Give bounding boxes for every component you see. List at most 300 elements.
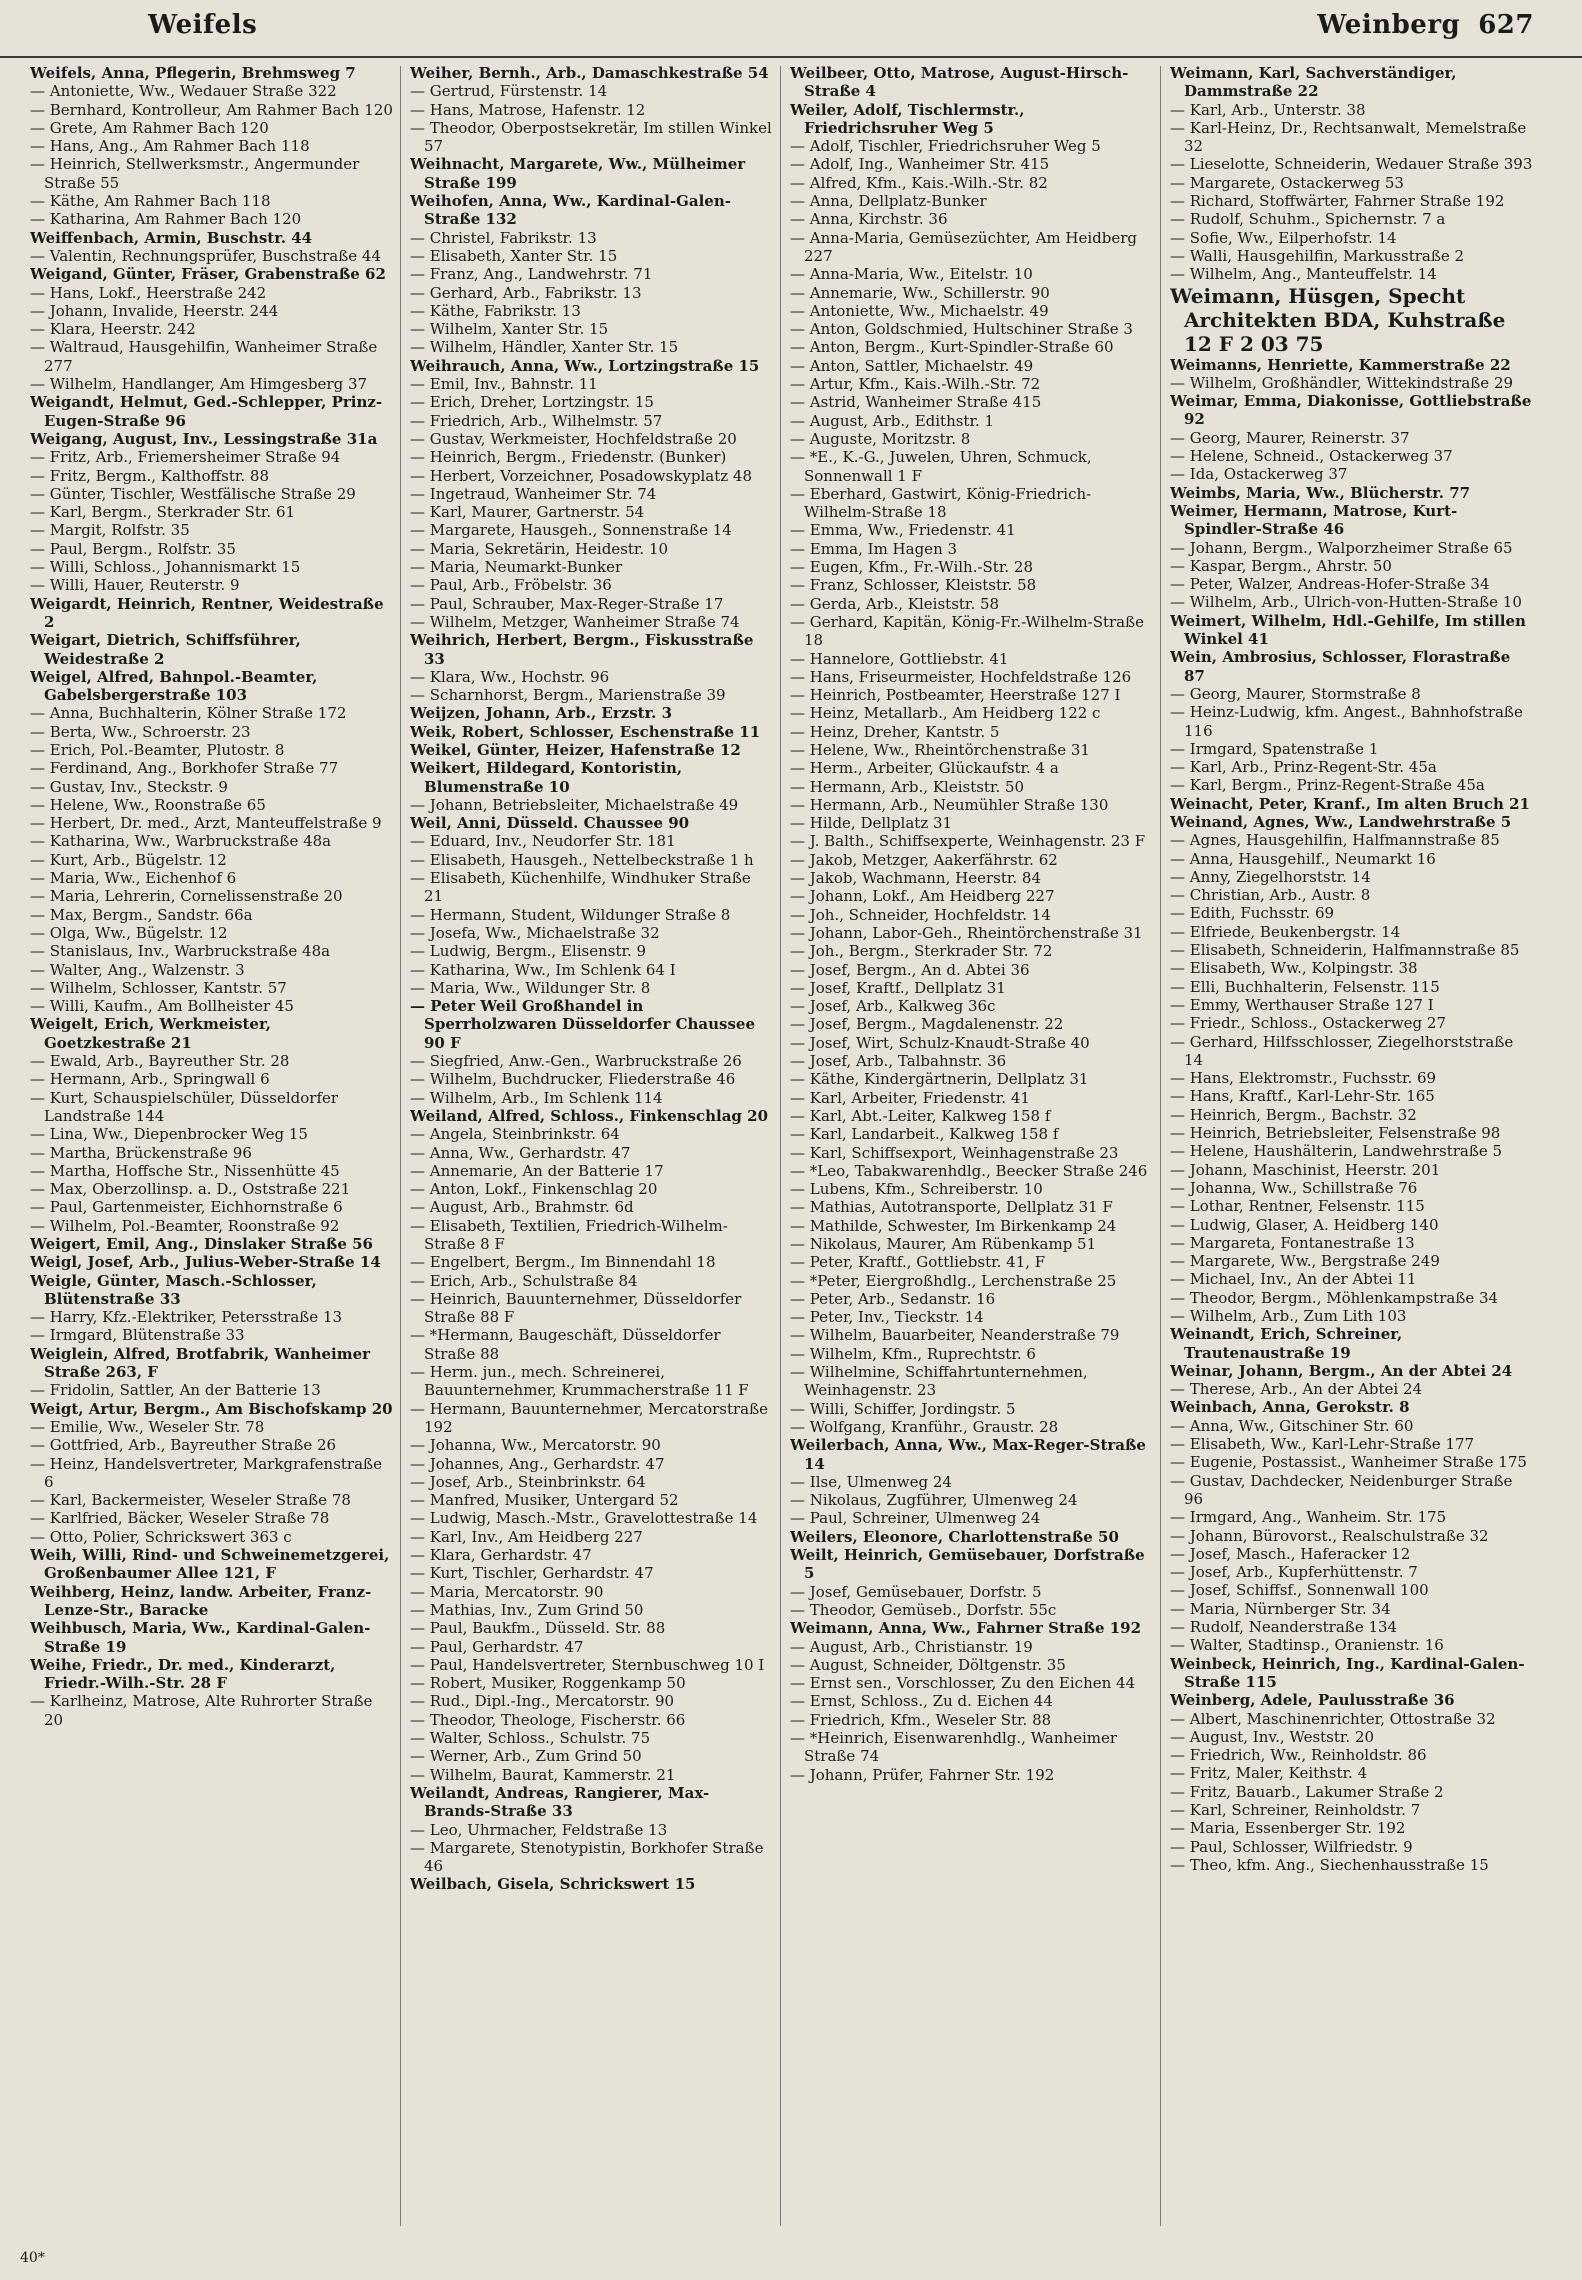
surname-entry: Weik, Robert, Schlosser, Eschenstraße 11 xyxy=(410,722,761,741)
directory-entry: — Hans, Kraftf., Karl-Lehr-Str. 165 xyxy=(1170,1087,1435,1106)
directory-entry: — Hans, Lokf., Heerstraße 242 xyxy=(30,283,267,302)
directory-entry: — Paul, Handelsvertreter, Sternbuschweg 10 I xyxy=(410,1655,765,1674)
directory-entry: — Johann, Lokf., Am Heidberg 227 xyxy=(790,887,1055,906)
directory-entry: — Heinrich, Bergm., Bachstr. 32 xyxy=(1170,1105,1417,1124)
directory-entry: — Elisabeth, Ww., Karl-Lehr-Straße 177 xyxy=(1170,1435,1475,1454)
directory-entry: — Elfriede, Beukenbergstr. 14 xyxy=(1170,922,1401,941)
directory-entry: — Emma, Ww., Friedenstr. 41 xyxy=(790,521,1016,540)
directory-entry: — Heinrich, Bauunternehmer, Düsseldorfer Straße 88 F xyxy=(410,1289,742,1327)
directory-entry: — Hilde, Dellplatz 31 xyxy=(790,814,953,833)
directory-entry: — Adolf, Tischler, Friedrichsruher Weg 5 xyxy=(790,137,1101,156)
directory-entry: — Irmgard, Blütenstraße 33 xyxy=(30,1326,245,1345)
directory-entry: — Walli, Hausgehilfin, Markusstraße 2 xyxy=(1170,246,1465,265)
directory-entry: — Elisabeth, Schneiderin, Halfmannstraße 85 xyxy=(1170,941,1520,960)
directory-entry: — Elisabeth, Ww., Kolpingstr. 38 xyxy=(1170,959,1418,978)
directory-entry: — Josefa, Ww., Michaelstraße 32 xyxy=(410,923,660,942)
directory-entry: — Paul, Schreiner, Ulmenweg 24 xyxy=(790,1509,1041,1528)
directory-entry: — Rudolf, Schuhm., Spichernstr. 7 a xyxy=(1170,210,1446,229)
directory-entry: — Wilhelm, Schlosser, Kantstr. 57 xyxy=(30,978,287,997)
directory-entry: — Johannes, Ang., Gerhardstr. 47 xyxy=(410,1454,665,1473)
surname-entry: Weigle, Günter, Masch.-Schlosser, Blütenstraße 33 xyxy=(30,1271,317,1308)
column-divider xyxy=(400,66,401,2226)
directory-entry: — Josef, Arb., Kupferhüttenstr. 7 xyxy=(1170,1563,1418,1582)
directory-entry: — Margarete, Ww., Bergstraße 249 xyxy=(1170,1252,1440,1271)
directory-entry: — Adolf, Ing., Wanheimer Str. 415 xyxy=(790,155,1050,174)
directory-entry: — Willi, Kaufm., Am Bollheister 45 xyxy=(30,997,294,1016)
directory-entry: — Antoniette, Ww., Wedauer Straße 322 xyxy=(30,82,337,101)
directory-entry: — Anton, Sattler, Michaelstr. 49 xyxy=(790,356,1034,375)
directory-entry: — Anton, Lokf., Finkenschlag 20 xyxy=(410,1180,658,1199)
directory-entry: — Hermann, Arb., Neumühler Straße 130 xyxy=(790,795,1109,814)
directory-entry: — Kaspar, Bergm., Ahrstr. 50 xyxy=(1170,556,1392,575)
directory-entry: — Peter, Arb., Sedanstr. 16 xyxy=(790,1289,996,1308)
directory-entry: — Elisabeth, Küchenhilfe, Windhuker Straße 21 xyxy=(410,869,751,906)
directory-entry: — Eugen, Kfm., Fr.-Wilh.-Str. 28 xyxy=(790,558,1033,577)
directory-entry: — Karl, Arb., Unterstr. 38 xyxy=(1170,100,1366,119)
directory-entry: — Heinz, Metallarb., Am Heidberg 122 c xyxy=(790,704,1101,723)
surname-entry: Weilers, Eleonore, Charlottenstraße 50 xyxy=(790,1527,1119,1546)
directory-entry: — Therese, Arb., An der Abtei 24 xyxy=(1170,1380,1423,1399)
directory-entry: — Käthe, Fabrikstr. 13 xyxy=(410,301,581,320)
directory-entry: — Valentin, Rechnungsprüfer, Buschstraße 44 xyxy=(30,246,381,265)
directory-entry: — Klara, Heerstr. 242 xyxy=(30,320,196,339)
directory-entry: — Josef, Wirt, Schulz-Knaudt-Straße 40 xyxy=(790,1033,1090,1052)
directory-entry: — Theodor, Theologe, Fischerstr. 66 xyxy=(410,1710,686,1729)
directory-entry: — *Hermann, Baugeschäft, Düsseldorfer Straße 88 xyxy=(410,1326,721,1363)
directory-entry: — Alfred, Kfm., Kais.-Wilh.-Str. 82 xyxy=(790,173,1048,192)
directory-entry: — Heinz, Dreher, Kantstr. 5 xyxy=(790,722,1000,741)
directory-entry: — Kurt, Schauspielschüler, Düsseldorfer Landstraße 144 xyxy=(30,1088,339,1125)
directory-entry: — Heinrich, Postbeamter, Heerstraße 127 I xyxy=(790,686,1121,705)
surname-entry: Weigand, Günter, Fräser, Grabenstraße 62 xyxy=(30,265,386,284)
directory-entry: — Gustav, Werkmeister, Hochfeldstraße 20 xyxy=(410,429,737,448)
surname-entry: Weiffenbach, Armin, Buschstr. 44 xyxy=(30,228,313,247)
directory-entry: — Annemarie, Ww., Schillerstr. 90 xyxy=(790,283,1050,302)
directory-entry: — Paul, Schlosser, Wilfriedstr. 9 xyxy=(1170,1837,1413,1856)
directory-entry: — Grete, Am Rahmer Bach 120 xyxy=(30,118,269,137)
directory-entry: — Josef, Arb., Kalkweg 36c xyxy=(790,997,996,1016)
directory-entry: — Ingetraud, Wanheimer Str. 74 xyxy=(410,484,657,503)
directory-entry: — Josef, Masch., Haferacker 12 xyxy=(1170,1544,1411,1563)
directory-entry: — August, Schneider, Döltgenstr. 35 xyxy=(790,1655,1066,1674)
directory-entry: — Erich, Arb., Schulstraße 84 xyxy=(410,1271,638,1290)
directory-entry: — Joh., Schneider, Hochfeldstr. 14 xyxy=(790,905,1051,924)
surname-entry: Weimann, Anna, Ww., Fahrner Straße 192 xyxy=(790,1619,1142,1638)
directory-entry: — Fritz, Maler, Keithstr. 4 xyxy=(1170,1764,1368,1783)
directory-entry: — Lieselotte, Schneiderin, Wedauer Straße 393 xyxy=(1170,155,1533,174)
directory-entry: — *Leo, Tabakwarenhdlg., Beecker Straße 246 xyxy=(790,1161,1148,1180)
directory-entry: — Joh., Bergm., Sterkrader Str. 72 xyxy=(790,942,1053,961)
directory-entry: — Kurt, Arb., Bügelstr. 12 xyxy=(30,850,227,869)
surname-entry: Weigt, Artur, Bergm., Am Bischofskamp 20 xyxy=(30,1399,393,1418)
directory-entry: — Johanna, Ww., Schillstraße 76 xyxy=(1170,1178,1418,1197)
directory-entry: — Maria, Mercatorstr. 90 xyxy=(410,1582,604,1601)
directory-entry: — Eberhard, Gastwirt, König-Friedrich-Wilhelm-Straße 18 xyxy=(790,484,1092,522)
surname-entry: Weilerbach, Anna, Ww., Max-Reger-Straße 14 xyxy=(790,1436,1146,1473)
directory-entry: — Willi, Schiffer, Jordingstr. 5 xyxy=(790,1399,1016,1418)
directory-entry: — Martha, Brückenstraße 96 xyxy=(30,1143,252,1162)
directory-entry: — Engelbert, Bergm., Im Binnendahl 18 xyxy=(410,1253,716,1272)
directory-entry: — August, Arb., Christianstr. 19 xyxy=(790,1637,1033,1656)
directory-entry: — Berta, Ww., Schroerstr. 23 xyxy=(30,722,251,741)
directory-entry: — August, Inv., Weststr. 20 xyxy=(1170,1727,1375,1746)
surname-entry: Weilt, Heinrich, Gemüsebauer, Dorfstraße 5 xyxy=(790,1546,1145,1583)
directory-entry: — Wilhelm, Baurat, Kammerstr. 21 xyxy=(410,1765,676,1784)
directory-entry: — Karl, Arbeiter, Friedenstr. 41 xyxy=(790,1088,1030,1107)
directory-entry: — Franz, Schlosser, Kleiststr. 58 xyxy=(790,576,1037,595)
surname-entry: Weinar, Johann, Bergm., An der Abtei 24 xyxy=(1170,1361,1513,1380)
directory-entry: — Martha, Hoffsche Str., Nissenhütte 45 xyxy=(30,1161,340,1180)
directory-entry: — Katharina, Ww., Warbruckstraße 48a xyxy=(30,832,332,851)
directory-entry: — Karl, Schreiner, Reinholdstr. 7 xyxy=(1170,1801,1421,1820)
directory-entry: — Theodor, Bergm., Möhlenkampstraße 34 xyxy=(1170,1288,1499,1307)
surname-entry: Weinacht, Peter, Kranf., Im alten Bruch 21 xyxy=(1170,794,1530,813)
directory-entry: — Elli, Buchhalterin, Felsenstr. 115 xyxy=(1170,977,1440,996)
directory-entry: — Antoniette, Ww., Michaelstr. 49 xyxy=(790,301,1049,320)
surname-entry: — Peter Weil Großhandel in Sperrholzwaren Düsseldorfer Chaussee 90 F xyxy=(410,997,756,1052)
directory-entry: — Christel, Fabrikstr. 13 xyxy=(410,228,597,247)
surname-entry: Weinbach, Anna, Gerokstr. 8 xyxy=(1170,1398,1410,1417)
directory-entry: — Paul, Bergm., Rolfstr. 35 xyxy=(30,539,236,558)
column-divider xyxy=(1160,66,1161,2226)
directory-entry: — Lina, Ww., Diepenbrocker Weg 15 xyxy=(30,1125,308,1144)
directory-entry: — Josef, Arb., Talbahnstr. 36 xyxy=(790,1052,1007,1071)
directory-entry: — Ida, Ostackerweg 37 xyxy=(1170,465,1348,484)
directory-entry: — Josef, Arb., Steinbrinkstr. 64 xyxy=(410,1472,646,1491)
surname-entry: Weigel, Alfred, Bahnpol.-Beamter, Gabelsbergerstraße 103 xyxy=(30,667,318,705)
directory-entry: — Hans, Friseurmeister, Hochfeldstraße 126 xyxy=(790,667,1132,686)
directory-entry: — Ernst, Schloss., Zu d. Eichen 44 xyxy=(790,1692,1053,1711)
directory-entry: — Erich, Pol.-Beamter, Plutostr. 8 xyxy=(30,740,285,759)
directory-entry: — Anny, Ziegelhorststr. 14 xyxy=(1170,867,1371,886)
directory-entry: — Hermann, Bauunternehmer, Mercatorstraße 192 xyxy=(410,1399,769,1436)
surname-entry: Weifels, Anna, Pflegerin, Brehmsweg 7 xyxy=(30,64,356,82)
surname-entry: Weihbusch, Maria, Ww., Kardinal-Galen-Straße 19 xyxy=(30,1619,371,1656)
directory-entry: — Elisabeth, Textilien, Friedrich-Wilhelm-Straße 8 F xyxy=(410,1216,728,1253)
directory-entry: — Ludwig, Masch.-Mstr., Gravelottestraße 14 xyxy=(410,1509,758,1528)
directory-entry: — J. Balth., Schiffsexperte, Weinhagenstr. 23 F xyxy=(790,832,1146,851)
directory-entry: — Gertrud, Fürstenstr. 14 xyxy=(410,82,608,101)
directory-entry: — Siegfried, Anw.-Gen., Warbruckstraße 26 xyxy=(410,1052,742,1071)
header-first-name: Weifels xyxy=(148,10,258,40)
directory-entry: — Paul, Arb., Fröbelstr. 36 xyxy=(410,576,612,595)
surname-entry: Weih, Willi, Rind- und Schweinemetzgerei, Großenbaumer Allee 121, F xyxy=(30,1546,390,1583)
directory-entry: — Paul, Gartenmeister, Eichhornstraße 6 xyxy=(30,1198,343,1217)
directory-entry: — Josef, Schiffsf., Sonnenwall 100 xyxy=(1170,1581,1429,1600)
directory-entry: — Karl-Heinz, Dr., Rechtsanwalt, Memelstraße 32 xyxy=(1170,118,1527,156)
directory-entry: — Hans, Ang., Am Rahmer Bach 118 xyxy=(30,137,310,156)
directory-entry: — Scharnhorst, Bergm., Marienstraße 39 xyxy=(410,686,726,705)
directory-entry: — Herm., Arbeiter, Glückaufstr. 4 a xyxy=(790,759,1059,778)
directory-entry: — Käthe, Kindergärtnerin, Dellplatz 31 xyxy=(790,1070,1089,1089)
directory-entry: — Johann, Bürovorst., Realschulstraße 32 xyxy=(1170,1526,1489,1545)
directory-entry: — Fritz, Bauarb., Lakumer Straße 2 xyxy=(1170,1782,1444,1801)
column-2 xyxy=(410,64,774,2234)
directory-entry: — Wilhelm, Xanter Str. 15 xyxy=(410,320,609,339)
directory-entry: — Wilhelm, Arb., Im Schlenk 114 xyxy=(410,1088,663,1107)
surname-entry: Weimert, Wilhelm, Hdl.-Gehilfe, Im stillen Winkel 41 xyxy=(1170,611,1526,649)
directory-entry: — Gustav, Inv., Steckstr. 9 xyxy=(30,777,228,796)
directory-entry: — Sofie, Ww., Eilperhofstr. 14 xyxy=(1170,228,1397,247)
directory-entry: — Hans, Elektromstr., Fuchsstr. 69 xyxy=(1170,1069,1437,1088)
surname-entry: Weihrich, Herbert, Bergm., Fiskusstraße 33 xyxy=(410,631,754,668)
directory-entry: — Friedr., Schloss., Ostackerweg 27 xyxy=(1170,1014,1446,1033)
directory-entry: — *Heinrich, Eisenwarenhdlg., Wanheimer Straße 74 xyxy=(790,1729,1118,1766)
directory-entry: — Fritz, Bergm., Kalthoffstr. 88 xyxy=(30,466,270,485)
directory-entry: — Karl, Arb., Prinz-Regent-Str. 45a xyxy=(1170,758,1437,777)
directory-entry: — Otto, Polier, Schrickswert 363 c xyxy=(30,1527,292,1546)
directory-entry: — Johann, Labor-Geh., Rheintörchenstraße 31 xyxy=(790,923,1143,942)
directory-entry: — Elisabeth, Hausgeh., Nettelbeckstraße 1 h xyxy=(410,850,754,869)
directory-entry: — Willi, Hauer, Reuterstr. 9 xyxy=(30,576,240,595)
directory-entry: — Robert, Musiker, Roggenkamp 50 xyxy=(410,1674,686,1693)
directory-entry: — Walter, Ang., Walzenstr. 3 xyxy=(30,960,245,979)
surname-entry: Weiher, Bernh., Arb., Damaschkestraße 54 xyxy=(410,64,769,82)
directory-entry: — Karl, Backermeister, Weseler Straße 78 xyxy=(30,1491,351,1510)
directory-entry: — Heinz-Ludwig, kfm. Angest., Bahnhofstraße 116 xyxy=(1170,703,1523,740)
directory-entry: — Friedrich, Arb., Wilhelmstr. 57 xyxy=(410,411,663,430)
directory-entry: — Gottfried, Arb., Bayreuther Straße 26 xyxy=(30,1436,337,1455)
directory-entry: — Stanislaus, Inv., Warbruckstraße 48a xyxy=(30,942,331,961)
directory-entry: — Maria, Essenberger Str. 192 xyxy=(1170,1819,1406,1838)
directory-entry: — *E., K.-G., Juwelen, Uhren, Schmuck, Sonnenwall 1 F xyxy=(790,448,1092,485)
directory-entry: — Walter, Stadtinsp., Oranienstr. 16 xyxy=(1170,1636,1444,1655)
directory-entry: — Harry, Kfz.-Elektriker, Petersstraße 13 xyxy=(30,1308,343,1327)
surname-entry: Weiglein, Alfred, Brotfabrik, Wanheimer Straße 263, F xyxy=(30,1344,371,1382)
directory-entry: — Rudolf, Neanderstraße 134 xyxy=(1170,1618,1398,1637)
directory-entry: — Karl, Schiffsexport, Weinhagenstraße 23 xyxy=(790,1143,1119,1162)
directory-entry: — Heinrich, Betriebsleiter, Felsenstraße 98 xyxy=(1170,1124,1501,1143)
directory-entry: — Erich, Dreher, Lortzingstr. 15 xyxy=(410,393,654,412)
directory-entry: — Herbert, Dr. med., Arzt, Manteuffelstraße 9 xyxy=(30,814,382,833)
header-right xyxy=(1317,10,1534,40)
directory-entry: — Emil, Inv., Bahnstr. 11 xyxy=(410,375,598,394)
directory-entry: — Margarete, Ostackerweg 53 xyxy=(1170,173,1404,192)
surname-entry: Weijzen, Johann, Arb., Erzstr. 3 xyxy=(410,704,673,723)
directory-columns xyxy=(30,64,1552,2234)
surname-entry: Weinand, Agnes, Ww., Landwehrstraße 5 xyxy=(1170,812,1512,831)
column-4 xyxy=(1170,64,1534,2234)
directory-entry: — Helene, Schneid., Ostackerweg 37 xyxy=(1170,447,1453,466)
header-last-name: Weinberg xyxy=(1317,10,1461,40)
directory-entry: — Heinrich, Stellwerksmstr., Angermunder Straße 55 xyxy=(30,155,360,192)
directory-entry: — Klara, Ww., Hochstr. 96 xyxy=(410,667,610,686)
directory-entry: — Paul, Schrauber, Max-Reger-Straße 17 xyxy=(410,594,724,613)
directory-entry: — Maria, Sekretärin, Heidestr. 10 xyxy=(410,539,669,558)
directory-entry: — Olga, Ww., Bügelstr. 12 xyxy=(30,923,228,942)
directory-entry: — Anna, Hausgehilf., Neumarkt 16 xyxy=(1170,849,1436,868)
directory-entry: — Herbert, Vorzeichner, Posadowskyplatz 48 xyxy=(410,466,753,485)
directory-entry: — Johann, Maschinist, Heerstr. 201 xyxy=(1170,1160,1441,1179)
directory-entry: — Maria, Lehrerin, Cornelissenstraße 20 xyxy=(30,887,343,906)
surname-entry: Weilbach, Gisela, Schrickswert 15 xyxy=(410,1875,696,1894)
directory-entry: — Ludwig, Glaser, A. Heidberg 140 xyxy=(1170,1215,1439,1234)
directory-entry: — Gerda, Arb., Kleiststr. 58 xyxy=(790,594,1000,613)
directory-entry: — Anna-Maria, Ww., Eitelstr. 10 xyxy=(790,265,1033,284)
directory-entry: — Helene, Ww., Rheintörchenstraße 31 xyxy=(790,740,1090,759)
directory-entry: — Emmy, Werthauser Straße 127 I xyxy=(1170,995,1434,1014)
directory-entry: — Angela, Steinbrinkstr. 64 xyxy=(410,1125,620,1144)
surname-entry: Weilbeer, Otto, Matrose, August-Hirsch-Straße 4 xyxy=(790,64,1129,101)
directory-entry: — Jakob, Wachmann, Heerstr. 84 xyxy=(790,869,1042,888)
directory-entry: — Wilhelm, Handlanger, Am Himgesberg 37 xyxy=(30,375,368,394)
directory-entry: — Nikolaus, Zugführer, Ulmenweg 24 xyxy=(790,1491,1078,1510)
directory-entry: — August, Arb., Edithstr. 1 xyxy=(790,411,995,430)
surname-entry: Weigl, Josef, Arb., Julius-Weber-Straße 14 xyxy=(30,1253,381,1272)
directory-entry: — Max, Oberzollinsp. a. D., Oststraße 221 xyxy=(30,1180,351,1199)
directory-entry: — Heinrich, Bergm., Friedenstr. (Bunker) xyxy=(410,448,727,467)
directory-entry: — Wilhelm, Ang., Manteuffelstr. 14 xyxy=(1170,265,1437,284)
directory-entry: — Irmgard, Ang., Wanheim. Str. 175 xyxy=(1170,1508,1447,1527)
directory-entry: — Wilhelm, Pol.-Beamter, Roonstraße 92 xyxy=(30,1216,340,1235)
surname-entry: Weihofen, Anna, Ww., Kardinal-Galen-Straße 132 xyxy=(410,192,731,229)
surname-entry: Weinbeck, Heinrich, Ing., Kardinal-Galen-Straße 115 xyxy=(1170,1654,1525,1691)
surname-entry: Weinberg, Adele, Paulusstraße 36 xyxy=(1170,1691,1455,1710)
directory-entry: — Fridolin, Sattler, An der Batterie 13 xyxy=(30,1381,321,1400)
surname-entry: Weigandt, Helmut, Ged.-Schlepper, Prinz-Eugen-Straße 96 xyxy=(30,393,383,430)
directory-entry: — Hannelore, Gottliebstr. 41 xyxy=(790,649,1009,668)
directory-entry: — Theodor, Gemüseb., Dorfstr. 55c xyxy=(790,1600,1057,1619)
directory-entry: — Margareta, Fontanestraße 13 xyxy=(1170,1233,1415,1252)
directory-entry: — Wilhelmine, Schiffahrtunternehmen, Weinhagenstr. 23 xyxy=(790,1363,1088,1400)
surname-entry: Weihnacht, Margarete, Ww., Mülheimer Straße 199 xyxy=(410,155,746,192)
directory-entry: — Helene, Haushälterin, Landwehrstraße 5 xyxy=(1170,1142,1503,1161)
directory-entry: — Irmgard, Spatenstraße 1 xyxy=(1170,739,1379,758)
directory-entry: — Paul, Baukfm., Düsseld. Str. 88 xyxy=(410,1619,666,1638)
directory-entry: — Helene, Ww., Roonstraße 65 xyxy=(30,795,266,814)
directory-entry: — Johann, Bergm., Walporzheimer Straße 65 xyxy=(1170,538,1513,557)
directory-entry: — Anna, Dellplatz-Bunker xyxy=(790,192,987,211)
directory-entry: — Maria, Neumarkt-Bunker xyxy=(410,558,623,577)
directory-entry: — Max, Bergm., Sandstr. 66a xyxy=(30,905,253,924)
directory-entry: — Agnes, Hausgehilfin, Halfmannstraße 85 xyxy=(1170,831,1500,850)
directory-entry: — Ludwig, Bergm., Elisenstr. 9 xyxy=(410,942,647,961)
surname-entry: Weigelt, Erich, Werkmeister, Goetzkestraße 21 xyxy=(30,1015,272,1052)
directory-entry: — Peter, Walzer, Andreas-Hofer-Straße 34 xyxy=(1170,575,1490,594)
directory-entry: — Lubens, Kfm., Schreiberstr. 10 xyxy=(790,1180,1043,1199)
directory-entry: — Mathilde, Schwester, Im Birkenkamp 24 xyxy=(790,1216,1117,1235)
directory-entry: — Wilhelm, Buchdrucker, Fliederstraße 46 xyxy=(410,1070,736,1089)
directory-entry: — Herm. jun., mech. Schreinerei, Bauunternehmer, Krummacherstraße 11 F xyxy=(410,1363,749,1400)
directory-entry: — Theo, kfm. Ang., Siechenhausstraße 15 xyxy=(1170,1855,1489,1874)
directory-entry: — Karl, Inv., Am Heidberg 227 xyxy=(410,1527,643,1546)
directory-entry: — Johanna, Ww., Mercatorstr. 90 xyxy=(410,1436,661,1455)
directory-entry: — Wilhelm, Bauarbeiter, Neanderstraße 79 xyxy=(790,1326,1120,1345)
directory-entry: — Eduard, Inv., Neudorfer Str. 181 xyxy=(410,832,676,851)
directory-entry: — Fritz, Arb., Friemersheimer Straße 94 xyxy=(30,448,341,467)
directory-entry: — August, Arb., Brahmstr. 6d xyxy=(410,1198,634,1217)
directory-entry: — Margarete, Hausgeh., Sonnenstraße 14 xyxy=(410,521,732,540)
directory-entry: — Karl, Bergm., Sterkrader Str. 61 xyxy=(30,503,296,522)
directory-entry: — Josef, Bergm., An d. Abtei 36 xyxy=(790,960,1030,979)
directory-entry: — Georg, Maurer, Stormstraße 8 xyxy=(1170,684,1421,703)
directory-entry: — Anna, Ww., Gerhardstr. 47 xyxy=(410,1143,631,1162)
surname-entry: Weiland, Alfred, Schloss., Finkenschlag 20 xyxy=(410,1106,769,1125)
page-number: 627 xyxy=(1478,10,1534,40)
directory-entry: — Willi, Schloss., Johannismarkt 15 xyxy=(30,558,301,577)
directory-entry: — Emilie, Ww., Weseler Str. 78 xyxy=(30,1417,265,1436)
directory-entry: — Wilhelm, Metzger, Wanheimer Straße 74 xyxy=(410,612,740,631)
directory-entry: — Mathias, Inv., Zum Grind 50 xyxy=(410,1600,644,1619)
surname-entry: Weimar, Emma, Diakonisse, Gottliebstraße 92 xyxy=(1170,392,1532,429)
directory-entry: — Katharina, Ww., Im Schlenk 64 I xyxy=(410,960,676,979)
surname-entry: Weigardt, Heinrich, Rentner, Weidestraße 2 xyxy=(30,594,384,631)
surname-entry: Weiler, Adolf, Tischlermstr., Friedrichsruher Weg 5 xyxy=(790,100,1025,137)
directory-entry: — Peter, Inv., Tieckstr. 14 xyxy=(790,1308,984,1327)
directory-entry: — Wilhelm, Arb., Zum Lith 103 xyxy=(1170,1307,1407,1325)
directory-entry: — Anton, Bergm., Kurt-Spindler-Straße 60 xyxy=(790,338,1114,357)
directory-entry: — Emma, Im Hagen 3 xyxy=(790,539,958,558)
directory-entry: — Annemarie, An der Batterie 17 xyxy=(410,1161,664,1180)
directory-entry: — Johann, Prüfer, Fahrner Str. 192 xyxy=(790,1765,1055,1784)
directory-entry: — Karlheinz, Matrose, Alte Ruhrorter Straße 20 xyxy=(30,1692,373,1729)
column-3 xyxy=(790,64,1154,2234)
directory-entry: — Michael, Inv., An der Abtei 11 xyxy=(1170,1270,1417,1289)
directory-entry: — Josef, Bergm., Magdalenenstr. 22 xyxy=(790,1015,1064,1034)
directory-entry: — Franz, Ang., Landwehrstr. 71 xyxy=(410,265,653,284)
directory-entry: — *Peter, Eiergroßhdlg., Lerchenstraße 25 xyxy=(790,1271,1117,1290)
column-1 xyxy=(30,64,394,2234)
directory-entry: — Karl, Bergm., Prinz-Regent-Straße 45a xyxy=(1170,776,1485,795)
directory-entry: — Anton, Goldschmied, Hultschiner Straße 3 xyxy=(790,320,1133,339)
directory-entry: — Margarete, Stenotypistin, Borkhofer Straße 46 xyxy=(410,1838,764,1876)
surname-entry: Weimer, Hermann, Matrose, Kurt-Spindler-Straße 46 xyxy=(1170,501,1458,539)
directory-entry: — Wilhelm, Arb., Ulrich-von-Hutten-Straße 10 xyxy=(1170,593,1522,612)
directory-entry: — Christian, Arb., Austr. 8 xyxy=(1170,886,1371,905)
directory-entry: — Friedrich, Ww., Reinholdstr. 86 xyxy=(1170,1746,1427,1765)
directory-entry: — Karl, Abt.-Leiter, Kalkweg 158 f xyxy=(790,1106,1051,1125)
directory-entry: — Georg, Maurer, Reinerstr. 37 xyxy=(1170,428,1410,447)
directory-entry: — Klara, Gerhardstr. 47 xyxy=(410,1546,592,1565)
directory-entry: — Karl, Landarbeit., Kalkweg 158 f xyxy=(790,1125,1059,1144)
directory-entry: — Maria, Ww., Eichenhof 6 xyxy=(30,869,237,888)
directory-entry: — Anna, Ww., Gitschiner Str. 60 xyxy=(1170,1416,1414,1435)
directory-entry: — Leo, Uhrmacher, Feldstraße 13 xyxy=(410,1820,668,1839)
advertisement-entry: Weimann, Hüsgen, Specht Architekten BDA, Kuhstraße 12 F 2 03 75 xyxy=(1170,283,1506,356)
directory-entry: — Anna, Kirchstr. 36 xyxy=(790,210,948,229)
column-divider xyxy=(780,66,781,2226)
directory-entry: — Johann, Betriebsleiter, Michaelstraße 49 xyxy=(410,795,739,814)
directory-entry: — Hermann, Student, Wildunger Straße 8 xyxy=(410,905,731,924)
directory-entry: — Paul, Gerhardstr. 47 xyxy=(410,1637,584,1656)
directory-entry: — Astrid, Wanheimer Straße 415 xyxy=(790,393,1042,412)
directory-entry: — Ferdinand, Ang., Borkhofer Straße 77 xyxy=(30,759,339,778)
directory-entry: — Wilhelm, Großhändler, Wittekindstraße 29 xyxy=(1170,373,1514,392)
surname-entry: Weikel, Günter, Heizer, Hafenstraße 12 xyxy=(410,740,741,759)
directory-entry: — Anna-Maria, Gemüsezüchter, Am Heidberg 227 xyxy=(790,228,1138,265)
directory-entry: — Josef, Kraftf., Dellplatz 31 xyxy=(790,978,1006,997)
directory-entry: — Käthe, Am Rahmer Bach 118 xyxy=(30,192,271,211)
directory-entry: — Gerhard, Hilfsschlosser, Ziegelhorststraße 14 xyxy=(1170,1032,1514,1069)
directory-entry: — Mathias, Autotransporte, Dellplatz 31 F xyxy=(790,1198,1113,1217)
directory-entry: — Gerhard, Kapitän, König-Fr.-Wilhelm-Straße 18 xyxy=(790,612,1145,650)
directory-entry: — Gerhard, Arb., Fabrikstr. 13 xyxy=(410,283,642,302)
directory-entry: — Wilhelm, Händler, Xanter Str. 15 xyxy=(410,338,679,357)
directory-entry: — Margit, Rolfstr. 35 xyxy=(30,521,190,540)
directory-entry: — Hermann, Arb., Kleiststr. 50 xyxy=(790,777,1025,796)
directory-entry: — Günter, Tischler, Westfälische Straße 29 xyxy=(30,484,356,503)
directory-entry: — Bernhard, Kontrolleur, Am Rahmer Bach 120 xyxy=(30,100,393,119)
directory-entry: — Gustav, Dachdecker, Neidenburger Straße 96 xyxy=(1170,1471,1513,1508)
surname-entry: Weikert, Hildegard, Kontoristin, Blumenstraße 10 xyxy=(410,759,683,796)
directory-entry: — Auguste, Moritzstr. 8 xyxy=(790,429,971,448)
signature-mark: 40* xyxy=(20,2250,45,2266)
surname-entry: Weigart, Dietrich, Schiffsführer, Weidestraße 2 xyxy=(30,631,301,668)
directory-entry: — Theodor, Oberpostsekretär, Im stillen Winkel 57 xyxy=(410,118,772,156)
page-header xyxy=(0,0,1582,58)
directory-entry: — Karl, Maurer, Gartnerstr. 54 xyxy=(410,503,645,522)
directory-entry: — Elisabeth, Xanter Str. 15 xyxy=(410,246,618,265)
